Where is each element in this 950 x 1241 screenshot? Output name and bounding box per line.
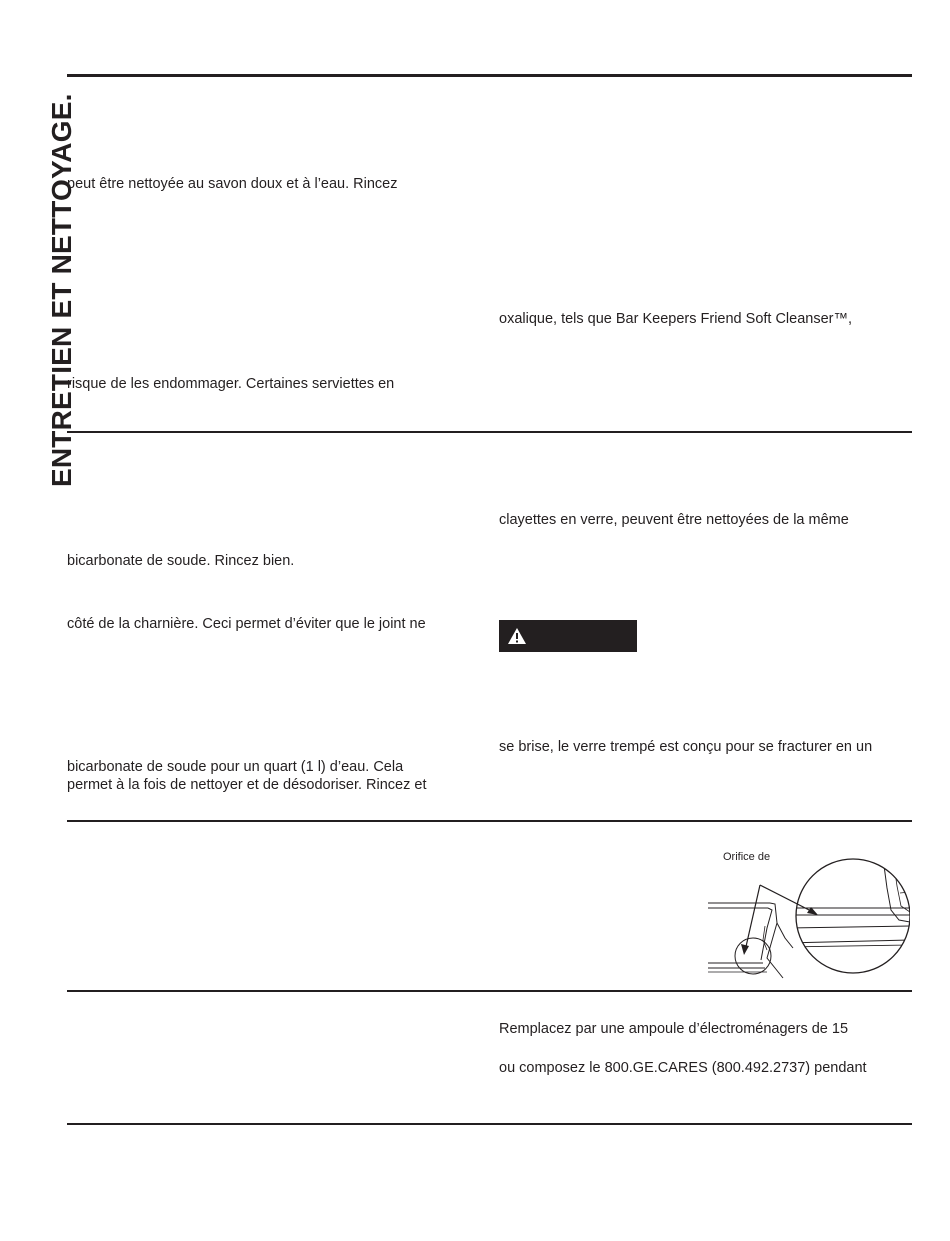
section-divider-1: [67, 74, 912, 77]
right-text-line: se brise, le verre trempé est conçu pour se fracturer en un: [499, 739, 873, 755]
left-text-line: côté de la charnière. Ceci permet d’éviter que le joint ne: [67, 616, 426, 632]
side-section-title: ENTRETIEN ET NETTOYAGE.: [46, 93, 77, 487]
warning-triangle-icon: [507, 627, 527, 645]
right-text-line: Remplacez par une ampoule d’électroménagers de 15: [499, 1021, 849, 1037]
section-divider-5: [67, 1123, 912, 1125]
right-text-line: oxalique, tels que Bar Keepers Friend Soft Cleanser™,: [499, 311, 853, 327]
drain-diagram: [705, 848, 910, 983]
right-text-line: ou composez le 800.GE.CARES (800.492.2737) pendant: [499, 1060, 867, 1076]
left-text-line: bicarbonate de soude pour un quart (1 l) d’eau. Cela: [67, 759, 404, 775]
right-text-line: clayettes en verre, peuvent être nettoyées de la même: [499, 512, 849, 528]
section-divider-3: [67, 820, 912, 822]
section-divider-2: [67, 431, 912, 433]
section-divider-4: [67, 990, 912, 992]
left-text-line: risque de les endommager. Certaines serviettes en: [67, 376, 395, 392]
left-text-line: bicarbonate de soude. Rincez bien.: [67, 553, 295, 569]
left-text-line: permet à la fois de nettoyer et de désodoriser. Rincez et: [67, 777, 427, 793]
left-text-line: peut être nettoyée au savon doux et à l’eau. Rincez: [67, 176, 398, 192]
diagram-label: Orifice de: [723, 851, 771, 863]
warning-banner: [499, 620, 637, 652]
